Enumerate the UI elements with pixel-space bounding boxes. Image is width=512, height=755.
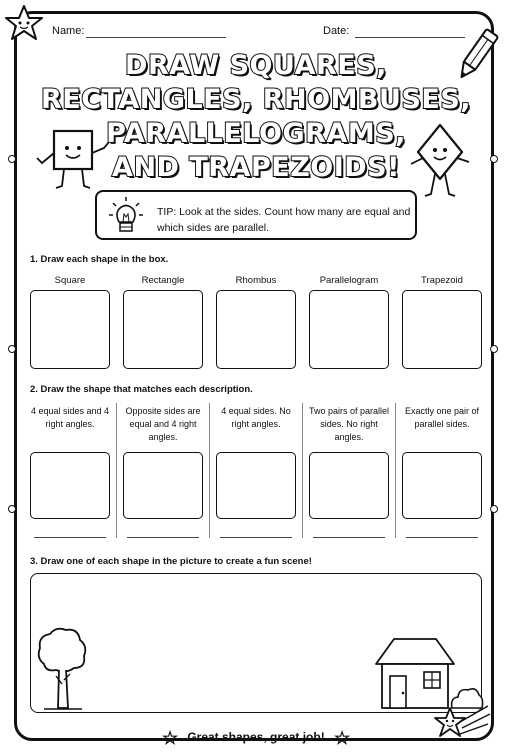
star-icon (4, 3, 44, 43)
answer-line[interactable] (220, 537, 292, 538)
answer-line[interactable] (406, 537, 478, 538)
binder-hole (490, 345, 498, 353)
title-line-1: DRAW SQUARES, (125, 50, 387, 81)
star-icon: ☆ (334, 728, 351, 748)
column-divider (395, 403, 396, 538)
description-1: 4 equal sides and 4 right angles. (30, 406, 110, 429)
shape-label-trapezoid: Trapezoid (421, 275, 463, 286)
title-line-4: AND TRAPEZOIDS! (112, 152, 400, 183)
shape-label-square: Square (54, 275, 86, 286)
draw-box-description-4[interactable] (309, 452, 389, 519)
shooting-star-icon (434, 700, 492, 746)
binder-hole (8, 505, 16, 513)
tip-box (95, 190, 417, 240)
draw-box-rectangle[interactable] (123, 290, 203, 369)
title-line-2: RECTANGLES, RHOMBUSES, (40, 84, 472, 115)
column-divider (209, 403, 210, 538)
draw-box-description-2[interactable] (123, 452, 203, 519)
answer-line[interactable] (313, 537, 385, 538)
name-field[interactable] (86, 37, 226, 38)
description-3: 4 equal sides. No right angles. (221, 406, 291, 429)
shape-label-rectangle: Rectangle (141, 275, 185, 286)
column-divider (116, 403, 117, 538)
house-icon (374, 636, 456, 710)
name-label: Name: (52, 25, 85, 37)
rhombus-character-icon (405, 122, 475, 200)
draw-box-description-1[interactable] (30, 452, 110, 519)
description-5: Exactly one pair of parallel sides. (404, 406, 480, 429)
description-4: Two pairs of parallel sides. No right angles. (308, 406, 390, 442)
draw-box-description-5[interactable] (402, 452, 482, 519)
square-character-icon (34, 128, 114, 198)
date-field[interactable] (355, 37, 465, 38)
shape-label-parallelogram: Parallelogram (319, 275, 379, 286)
star-icon: ☆ (162, 728, 179, 748)
section3-title: 3. Draw one of each shape in the picture to create a fun scene! (30, 556, 312, 567)
footer-text: Great shapes, great job! (187, 730, 325, 744)
title-line-3: PARALLELOGRAMS, (106, 118, 406, 149)
lightbulb-icon (107, 196, 145, 236)
draw-box-square[interactable] (30, 290, 110, 369)
binder-hole (8, 345, 16, 353)
draw-box-trapezoid[interactable] (402, 290, 482, 369)
draw-box-description-3[interactable] (216, 452, 296, 519)
section1-title: 1. Draw each shape in the box. (30, 254, 169, 265)
shape-label-rhombus: Rhombus (235, 275, 277, 286)
description-2: Opposite sides are equal and 4 right angles. (125, 406, 201, 442)
tree-icon (34, 624, 90, 712)
answer-line[interactable] (127, 537, 199, 538)
tip-text: TIP: Look at the sides. Count how many are equal and which sides are parallel. (157, 206, 411, 234)
draw-box-parallelogram[interactable] (309, 290, 389, 369)
answer-line[interactable] (34, 537, 106, 538)
draw-box-rhombus[interactable] (216, 290, 296, 369)
binder-hole (490, 505, 498, 513)
section2-title: 2. Draw the shape that matches each description. (30, 384, 253, 395)
column-divider (302, 403, 303, 538)
date-label: Date: (323, 25, 350, 37)
